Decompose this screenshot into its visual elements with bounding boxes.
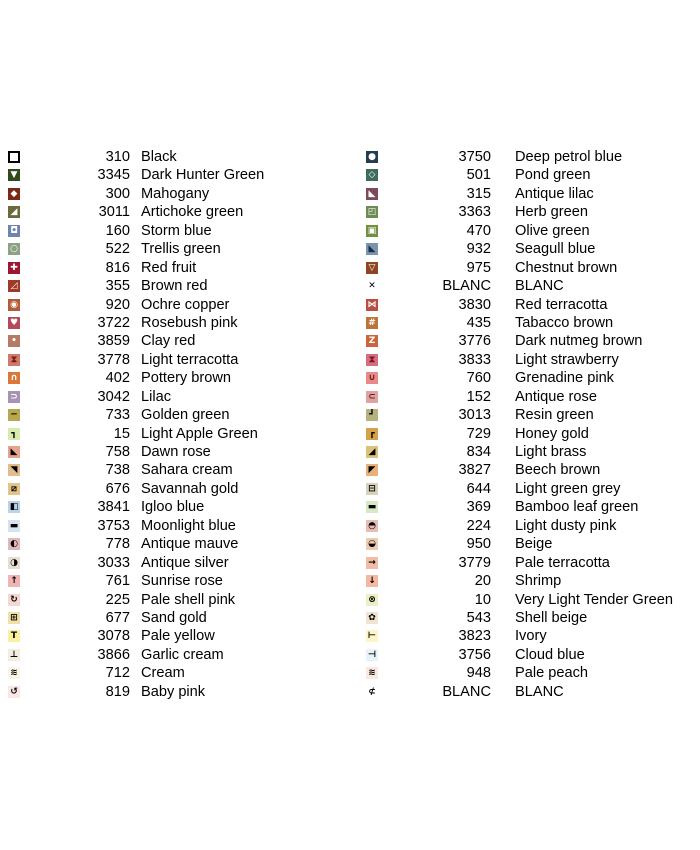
legend-row — [8, 425, 298, 443]
color-name: Light green grey — [515, 480, 621, 497]
color-code: 3776 — [458, 333, 491, 350]
color-name: Brown red — [141, 278, 208, 295]
legend-row — [8, 406, 298, 424]
color-name: Dawn rose — [141, 444, 211, 460]
color-swatch-icon: ◥ — [8, 464, 20, 476]
color-name: Savannah gold — [141, 480, 239, 497]
color-swatch-icon: # — [366, 317, 378, 329]
color-swatch-icon: ◰ — [367, 207, 377, 218]
color-name: Bamboo leaf green — [515, 499, 639, 516]
legend-column-left — [8, 148, 298, 701]
color-name: Sahara cream — [141, 462, 233, 479]
color-code: 3042 — [97, 388, 130, 405]
color-code: 3753 — [97, 517, 130, 534]
legend-row — [8, 166, 298, 184]
legend-column-right — [366, 148, 696, 701]
color-name: Shrimp — [515, 573, 562, 590]
legend-row — [8, 664, 298, 682]
color-swatch-icon: ✚ — [8, 262, 20, 274]
color-code: 3830 — [458, 296, 491, 313]
color-code: 733 — [105, 407, 130, 424]
color-code: 3722 — [97, 314, 130, 331]
color-swatch-icon: ◒ — [366, 538, 378, 550]
color-name: Dark nutmeg brown — [515, 333, 643, 350]
color-name: Pale yellow — [141, 628, 215, 645]
legend-row — [366, 517, 696, 535]
color-name: Red fruit — [141, 259, 197, 276]
legend-row — [8, 572, 298, 590]
color-name: Clay red — [141, 333, 196, 350]
color-code: 3756 — [458, 646, 491, 663]
color-code: 15 — [113, 425, 130, 442]
legend-row — [366, 185, 696, 203]
color-name: Beige — [515, 536, 553, 553]
legend-row — [366, 609, 696, 627]
color-code: 3823 — [458, 628, 491, 645]
legend-row — [366, 222, 696, 240]
color-code: BLANC — [442, 683, 491, 700]
color-name: Resin green — [515, 407, 594, 424]
color-name: Cream — [141, 665, 185, 682]
legend-row — [366, 148, 696, 166]
color-swatch-icon: ◣ — [366, 188, 378, 200]
legend-row — [366, 166, 696, 184]
color-code: 152 — [466, 388, 491, 405]
color-swatch-icon: ◉ — [8, 299, 20, 311]
color-name: Light terracotta — [141, 351, 239, 368]
color-swatch-icon: ⊄ — [366, 686, 378, 698]
color-swatch-icon: ◢ — [8, 206, 20, 218]
legend-row — [8, 627, 298, 645]
color-swatch-icon: ━ — [8, 409, 20, 421]
color-code: 315 — [466, 185, 491, 202]
color-swatch-icon: ◓ — [366, 520, 378, 532]
color-name: Pale shell pink — [141, 591, 236, 608]
color-name: Antique rose — [515, 388, 597, 405]
color-name: BLANC — [515, 683, 564, 700]
color-swatch-icon: ≋ — [8, 667, 20, 679]
legend-row — [8, 351, 298, 369]
legend-row — [366, 683, 696, 701]
legend-row — [8, 517, 298, 535]
color-name: Garlic cream — [141, 646, 224, 663]
color-name: Tabacco brown — [515, 314, 614, 331]
legend-row — [8, 259, 298, 277]
legend-row — [8, 498, 298, 516]
color-name: Baby pink — [141, 683, 206, 700]
color-swatch-icon: ⊣ — [367, 649, 377, 660]
color-code: BLANC — [442, 278, 491, 295]
color-code: 355 — [105, 278, 130, 295]
color-swatch-icon: ┛ — [366, 409, 378, 421]
color-swatch-icon: • — [8, 335, 20, 347]
color-code: 729 — [466, 425, 491, 442]
color-swatch-icon: ┓ — [8, 428, 20, 440]
color-swatch-icon: ≋ — [366, 667, 378, 679]
color-name: Pond green — [515, 167, 591, 184]
color-code: 224 — [466, 517, 491, 534]
color-code: 778 — [105, 536, 130, 553]
legend-row — [8, 332, 298, 350]
color-code: 819 — [105, 683, 130, 700]
color-name: Grenadine pink — [515, 370, 614, 387]
color-swatch-icon: ⧗ — [366, 354, 378, 366]
color-code: 10 — [474, 591, 491, 608]
color-code: 225 — [105, 591, 130, 608]
color-code: 920 — [105, 296, 130, 313]
color-code: 712 — [105, 665, 130, 682]
color-swatch-icon: ▼ — [8, 169, 20, 181]
color-name: Red terracotta — [515, 296, 608, 313]
color-code: 3078 — [97, 628, 130, 645]
color-name: Antique mauve — [141, 536, 239, 553]
color-name: Herb green — [515, 204, 589, 221]
color-code: 300 — [105, 185, 130, 202]
color-name: Pale terracotta — [515, 554, 610, 571]
color-name: Golden green — [141, 407, 230, 424]
color-code: 522 — [105, 241, 130, 258]
color-code: 435 — [466, 314, 491, 331]
color-code: 677 — [105, 609, 130, 626]
color-code: 761 — [105, 573, 130, 590]
color-name: Trellis green — [141, 241, 221, 258]
legend-row — [366, 277, 696, 295]
color-code: 975 — [466, 259, 491, 276]
color-name: Artichoke green — [141, 204, 244, 221]
legend-row — [8, 554, 298, 572]
legend-row — [8, 185, 298, 203]
color-name: Sand gold — [141, 609, 207, 626]
color-name: Igloo blue — [141, 499, 205, 516]
color-swatch-icon: ⊂ — [366, 391, 378, 403]
legend-row — [366, 572, 696, 590]
color-swatch-icon: T — [8, 630, 20, 642]
legend-row — [8, 591, 298, 609]
color-name: Light brass — [515, 444, 587, 460]
legend-row — [366, 332, 696, 350]
color-name: Light Apple Green — [141, 425, 258, 442]
color-swatch-icon: ⊗ — [366, 594, 378, 606]
legend-row — [8, 240, 298, 258]
color-code: 760 — [466, 370, 491, 387]
color-name: Very Light Tender Green — [515, 591, 673, 608]
color-swatch-icon: ○ — [8, 243, 20, 255]
color-code: 3345 — [97, 167, 130, 184]
color-swatch-icon: ● — [366, 151, 378, 163]
legend-row — [8, 296, 298, 314]
color-swatch-icon: ◧ — [9, 502, 19, 513]
color-swatch-icon: ↻ — [8, 594, 20, 606]
color-name: Shell beige — [515, 609, 588, 626]
color-swatch-icon: ◑ — [8, 557, 20, 569]
color-name: Light dusty pink — [515, 517, 617, 534]
legend-row — [8, 461, 298, 479]
color-name: Black — [141, 149, 177, 165]
color-name: Light strawberry — [515, 351, 619, 368]
legend-row — [366, 388, 696, 406]
color-name: Dark Hunter Green — [141, 167, 265, 184]
color-swatch-icon: ◐ — [8, 538, 20, 550]
color-name: Cloud blue — [515, 646, 585, 663]
color-name: Lilac — [141, 388, 172, 405]
legend-row — [366, 314, 696, 332]
legend-row — [8, 683, 298, 701]
color-code: 3827 — [458, 462, 491, 479]
legend-row — [366, 664, 696, 682]
color-swatch-icon: ◣ — [366, 243, 378, 255]
color-swatch-icon: ∪ — [366, 372, 378, 384]
color-name: Rosebush pink — [141, 314, 238, 331]
color-swatch-icon: ◘ — [8, 225, 20, 237]
color-code: 932 — [466, 241, 491, 258]
legend-row — [366, 296, 696, 314]
color-code: 402 — [105, 370, 130, 387]
color-code: 3033 — [97, 554, 130, 571]
legend-row — [366, 259, 696, 277]
color-name: Honey gold — [515, 425, 589, 442]
legend-row — [8, 535, 298, 553]
color-name: Beech brown — [515, 462, 601, 479]
legend-row — [366, 591, 696, 609]
legend-row — [366, 535, 696, 553]
legend-row — [8, 203, 298, 221]
legend-row — [366, 203, 696, 221]
color-swatch-icon: ∩ — [8, 372, 20, 384]
legend-row — [8, 148, 298, 166]
color-swatch-icon: ▽ — [366, 262, 378, 274]
color-name: Deep petrol blue — [515, 149, 623, 165]
color-swatch-icon: ⧄ — [8, 483, 20, 495]
color-code: 644 — [466, 480, 491, 497]
color-name: Chestnut brown — [515, 259, 618, 276]
color-swatch-icon — [8, 151, 20, 163]
color-swatch-icon: ◇ — [366, 169, 378, 181]
color-code: 310 — [105, 149, 130, 165]
color-code: 160 — [105, 222, 130, 239]
color-swatch-icon: ▬ — [367, 502, 377, 513]
legend-row — [8, 277, 298, 295]
color-swatch-icon: ▣ — [367, 225, 377, 236]
color-code: 816 — [105, 259, 130, 276]
legend-row — [366, 351, 696, 369]
color-code: 950 — [466, 536, 491, 553]
color-swatch-icon: ⊃ — [8, 391, 20, 403]
color-code: 758 — [105, 444, 130, 460]
color-swatch-icon: ✕ — [366, 280, 378, 292]
legend-row — [8, 443, 298, 461]
color-code: 3866 — [97, 646, 130, 663]
color-name: Ivory — [515, 628, 547, 645]
color-swatch-icon: ▬ — [9, 520, 19, 531]
color-swatch-icon: ◢ — [366, 446, 378, 458]
legend-row — [8, 314, 298, 332]
legend-row — [366, 498, 696, 516]
color-code: 948 — [466, 665, 491, 682]
color-code: 3833 — [458, 351, 491, 368]
color-swatch-icon: ♥ — [9, 317, 19, 328]
color-code: 20 — [474, 573, 491, 590]
color-code: 676 — [105, 480, 130, 497]
color-swatch-icon: → — [366, 557, 378, 569]
color-code: 3011 — [98, 204, 130, 221]
color-swatch-icon: ⋈ — [367, 299, 377, 310]
legend-row — [8, 388, 298, 406]
color-swatch-icon: ↺ — [8, 686, 20, 698]
color-swatch-icon: ⊟ — [366, 483, 378, 495]
color-swatch-icon: ⊥ — [9, 649, 19, 660]
color-swatch-icon: ✿ — [366, 612, 378, 624]
legend-row — [8, 480, 298, 498]
color-code: 738 — [105, 462, 130, 479]
color-name: Mahogany — [141, 185, 210, 202]
legend-row — [8, 609, 298, 627]
color-code: 369 — [466, 499, 491, 516]
legend-row — [366, 627, 696, 645]
legend-row — [8, 646, 298, 664]
legend-row — [366, 554, 696, 572]
color-code: 3841 — [97, 499, 130, 516]
legend-row — [366, 480, 696, 498]
color-swatch-icon: Z — [366, 335, 378, 347]
color-name: Pottery brown — [141, 370, 232, 387]
color-name: Pale peach — [515, 665, 589, 682]
color-code: 3013 — [458, 407, 491, 424]
color-code: 834 — [466, 444, 491, 460]
color-code: 3750 — [458, 149, 491, 165]
color-code: 3778 — [97, 351, 130, 368]
legend-row — [366, 646, 696, 664]
color-name: Sunrise rose — [141, 573, 223, 590]
color-code: 543 — [466, 609, 491, 626]
color-name: Ochre copper — [141, 296, 230, 313]
legend-row — [366, 406, 696, 424]
color-swatch-icon: ┏ — [366, 428, 378, 440]
color-code: 3779 — [458, 554, 491, 571]
color-swatch-icon: ◿ — [8, 280, 20, 292]
legend-row — [366, 443, 696, 461]
color-swatch-icon: ◤ — [366, 464, 378, 476]
color-name: Antique silver — [141, 554, 229, 571]
color-name: Seagull blue — [515, 241, 596, 258]
color-name: Olive green — [515, 222, 590, 239]
color-swatch-icon: ⊢ — [367, 631, 377, 642]
color-code: 3859 — [97, 333, 130, 350]
color-name: Storm blue — [141, 222, 212, 239]
legend-row — [366, 461, 696, 479]
color-name: BLANC — [515, 278, 564, 295]
color-swatch-icon: ◣ — [8, 446, 20, 458]
color-swatch-icon: ⊞ — [8, 612, 20, 624]
legend-row — [366, 240, 696, 258]
color-swatch-icon: ↑ — [8, 575, 20, 587]
color-name: Antique lilac — [515, 185, 594, 202]
legend-row — [366, 369, 696, 387]
color-code: 3363 — [458, 204, 491, 221]
color-swatch-icon: ⧗ — [8, 354, 20, 366]
color-swatch-icon: ↓ — [366, 575, 378, 587]
legend-row — [366, 425, 696, 443]
color-name: Moonlight blue — [141, 517, 236, 534]
color-code: 501 — [466, 167, 491, 184]
legend-row — [8, 369, 298, 387]
color-swatch-icon: ◆ — [8, 188, 20, 200]
legend-row — [8, 222, 298, 240]
color-code: 470 — [466, 222, 491, 239]
